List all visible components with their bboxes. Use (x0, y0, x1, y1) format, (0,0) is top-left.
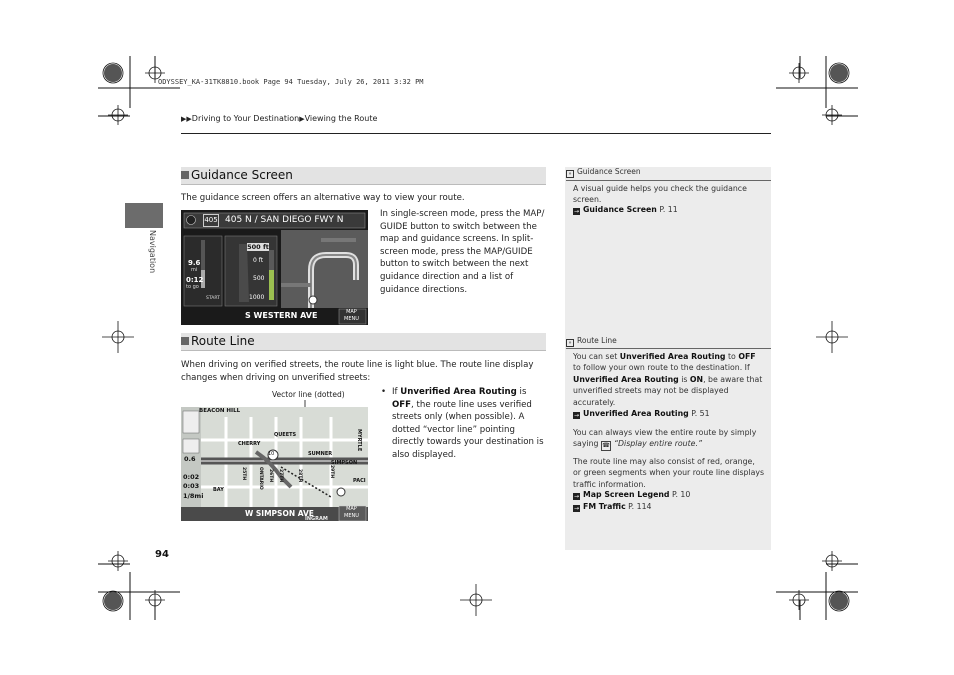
map-menu-button[interactable] (344, 309, 359, 322)
routeline-heading-bar (181, 333, 546, 351)
street-name: S WESTERN AVE (245, 311, 318, 320)
route-badge-icon: 10 (268, 451, 275, 457)
routeline-bullet: • If Unverified Area Routing is OFF, the route line uses verified streets only (when possible). A dotted “vector line” pointing directly towards your destination is also displayed. (381, 387, 544, 460)
header-rule (181, 133, 771, 134)
side-tab (125, 203, 163, 228)
scale-top-label: 500 ft (247, 243, 269, 251)
heading-square-icon (181, 171, 189, 179)
time-value: 0:12 (186, 276, 204, 284)
sidebar-rule (566, 348, 771, 349)
street-label: 27TH (278, 469, 283, 483)
time-label: to go (186, 284, 199, 290)
sidebar-guidance-title: » Guidance Screen (566, 167, 641, 178)
map-left-value: 0:03 (183, 482, 200, 490)
sidebar-routeline-ref3[interactable]: → FM Traffic P. 114 (573, 502, 652, 512)
breadcrumb-level1: Driving to Your Destination (191, 114, 300, 123)
sidebar-routeline-title: » Route Line (566, 336, 617, 347)
route-line-map-image (181, 407, 368, 521)
scale-1000-label: 1000 (249, 294, 265, 301)
note-icon: » (566, 339, 574, 347)
map-menu-label-2: MENU (344, 512, 359, 519)
map-menu-label-1: MAP (346, 309, 357, 315)
street-label: PACI (353, 478, 366, 484)
street-label: BAY (213, 487, 224, 493)
guidance-intro: The guidance screen offers an alternative way to view your route. (181, 193, 465, 203)
map-menu-label-2: MENU (344, 315, 359, 322)
map-menu-label-1: MAP (346, 506, 357, 512)
sidebar-routeline-p1: You can set Unverified Area Routing to OFF to follow your own route to the destination. If Unverified Area Routing is ON, be aware that unverified streets may not be displayed accurately. (573, 352, 763, 407)
map-left-value: 0.6 (184, 455, 196, 463)
guidance-heading-bar (181, 167, 546, 185)
guidance-paragraph: In single-screen mode, press the MAP/ GUIDE button to switch between the map and guidance screens. In split-screen mode, press the MAP/GUIDE button to switch between the next guidance direction and a list of guidance directions. (380, 209, 545, 295)
sidebar-guidance-text: A visual guide helps you check the guidance screen. (573, 184, 747, 205)
note-icon: » (566, 170, 574, 178)
route-name: 405 N / SAN DIEGO FWY N (225, 215, 344, 225)
reference-arrow-icon: → (573, 412, 580, 419)
map-scale-label: 1/8mi (183, 492, 204, 500)
start-label: START (206, 296, 220, 301)
reference-arrow-icon: → (573, 505, 580, 512)
reference-arrow-icon: → (573, 208, 580, 215)
side-tab-label: Navigation (148, 230, 157, 274)
street-label: 29TH (329, 465, 334, 479)
page-number: 94 (155, 549, 169, 560)
street-label: 28TH (297, 469, 302, 483)
street-label: 26TH (268, 469, 273, 483)
sidebar-routeline-p2: You can always view the entire route by simply saying ☎ “Display entire route.” (573, 428, 757, 450)
street-label: QUEETS (274, 432, 297, 438)
talk-button-icon: ☎ (602, 442, 610, 450)
guidance-heading: Guidance Screen (191, 168, 293, 182)
scale-zero-label: 0 ft (253, 257, 264, 264)
street-label: ONTARIO (258, 467, 263, 490)
street-label: CHERRY (238, 441, 261, 447)
map-left-value: 0:02 (183, 473, 200, 481)
distance-value: 9.6 (188, 259, 201, 267)
vector-line-callout: Vector line (dotted) (272, 390, 345, 399)
heading-square-icon (181, 337, 189, 345)
breadcrumb-level2: Viewing the Route (304, 114, 378, 123)
distance-unit: mi (191, 267, 198, 273)
street-label: MYRTLE (356, 429, 362, 452)
scale-500-label: 500 (253, 275, 265, 282)
reference-arrow-icon: → (573, 493, 580, 500)
sidebar-guidance-ref[interactable]: → Guidance Screen P. 11 (573, 205, 678, 215)
breadcrumb: ▶▶Driving to Your Destination▶Viewing the Route (181, 114, 378, 123)
sidebar-routeline-ref1[interactable]: → Unverified Area Routing P. 51 (573, 409, 710, 419)
street-label: 25TH (241, 467, 246, 481)
routeline-heading: Route Line (191, 334, 255, 348)
print-header: ODYSSEY_KA-31TK8810.book Page 94 Tuesday, July 26, 2011 3:32 PM (158, 78, 424, 86)
bullet-dot-icon: • (381, 387, 387, 397)
route-shield-icon: 405 (203, 214, 219, 227)
street-name: W SIMPSON AVE (245, 509, 314, 518)
routeline-intro: When driving on verified streets, the route line is light blue. The route line display changes when driving on unverified streets: (181, 360, 534, 383)
street-label: SUMNER (308, 451, 333, 457)
street-label: BEACON HILL (199, 408, 241, 414)
sidebar-routeline-p3: The route line may also consist of red, orange, or green segments when your route line displays traffic information. (573, 457, 765, 489)
map-menu-button[interactable] (344, 506, 359, 519)
street-label: INGRAM (305, 516, 328, 521)
sidebar-rule (566, 180, 771, 181)
sidebar-routeline-ref2[interactable]: → Map Screen Legend P. 10 (573, 490, 691, 500)
street-label: SIMPSON (331, 460, 358, 466)
guidance-screen-graphic (181, 210, 368, 325)
guidance-screen-image (181, 210, 368, 325)
